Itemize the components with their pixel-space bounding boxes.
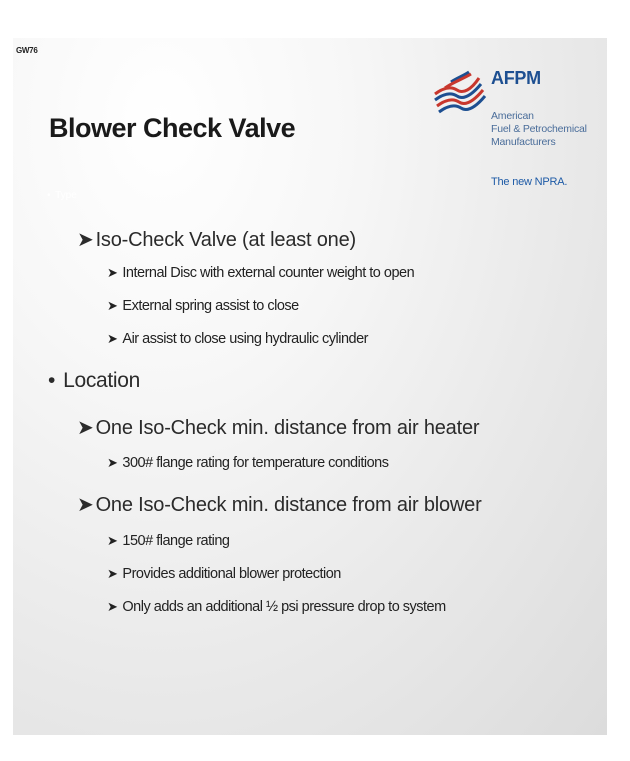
list-item: ➤ Only adds an additional ½ psi pressure drop to system [107,599,446,615]
faint-bullet: • Type [47,190,77,201]
logo-line-1: American [491,110,534,122]
sub-bullet-air-heater: ➤ One Iso-Check min. distance from air heater [77,417,480,439]
list-item: ➤ Internal Disc with external counter weight to open [107,265,415,281]
slide-title: Blower Check Valve [49,113,296,143]
list-item: ➤ Provides additional blower protection [107,566,341,582]
logo-name: AFPM [491,68,541,88]
logo-line-3: Manufacturers [491,136,556,148]
list-item: ➤ External spring assist to close [107,298,299,314]
list-item: ➤ 300# flange rating for temperature conditions [107,455,389,471]
bullet-location: • Location [48,369,141,392]
logo-tagline: The new NPRA. [491,176,568,188]
slide [13,38,607,735]
list-item: ➤ 150# flange rating [107,533,230,549]
afpm-logo [431,66,601,216]
logo-line-2: Fuel & Petrochemical [491,123,587,135]
list-item: ➤ Air assist to close using hydraulic cylinder [107,331,368,347]
sub-bullet-air-blower: ➤ One Iso-Check min. distance from air blower [77,494,482,516]
sub-bullet-iso-check-valve: ➤ Iso-Check Valve (at least one) [77,229,356,251]
flag-swoosh-icon [431,68,487,116]
corner-tag: GW76 [16,46,38,55]
